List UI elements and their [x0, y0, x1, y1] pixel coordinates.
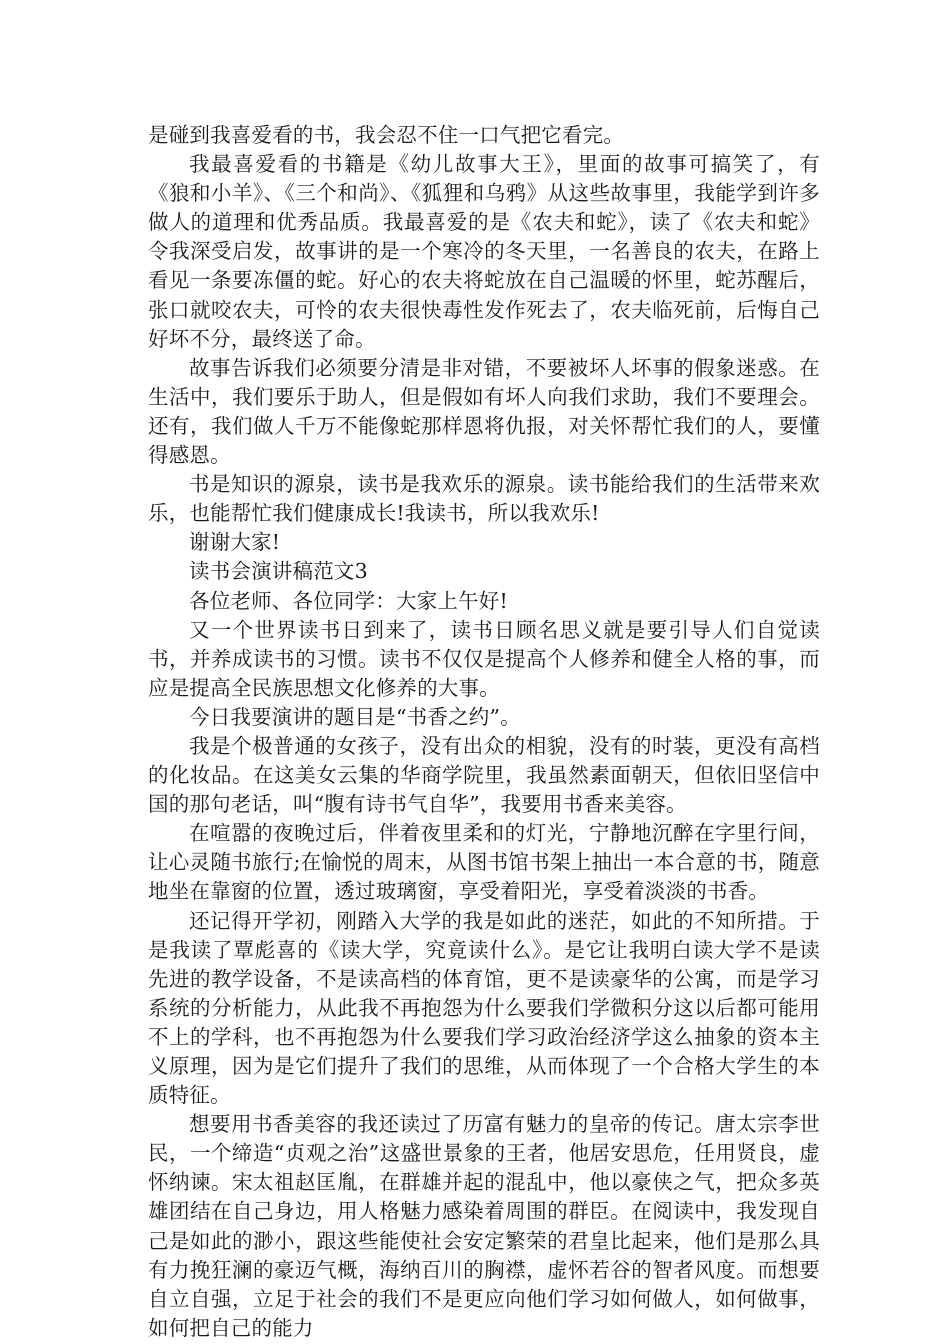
paragraph-quiet-reading: 在喧嚣的夜晚过后，伴着夜里柔和的灯光，宁静地沉醉在字里行间，让心灵随书旅行;在愉悦的周末，从图书馆书架上抽出一本合意的书，随意地坐在靠窗的位置，透过玻璃窗，享受着阳光，享受着淡淡的书香。 — [148, 821, 820, 904]
paragraph-story-lesson: 故事告诉我们必须要分清是非对错，不要被坏人坏事的假象迷惑。在生活中，我们要乐于助人，但是假如有坏人向我们求助，我们不要理会。还有，我们做人千万不能像蛇那样恩将仇报，对关怀帮忙我们的人，要懂得感恩。 — [148, 355, 820, 468]
paragraph-continuation: 是碰到我喜爱看的书，我会忍不住一口气把它看完。 — [148, 123, 625, 147]
paragraph-speech-topic: 今日我要演讲的题目是“书香之约”。 — [189, 704, 521, 729]
paragraph-reading-day: 又一个世界读书日到来了，读书日顾名思义就是要引导人们自觉读书，并养成读书的习惯。读书不仅仅是提高个人修养和健全人格的事，而应是提高全民族思想文化修养的大事。 — [148, 617, 820, 700]
paragraph-university: 还记得开学初，刚踏入大学的我是如此的迷茫，如此的不知所措。于是我读了覃彪喜的《读大学，究竟读什么》。是它让我明白读大学不是读先进的教学设备，不是读高档的体育馆，更不是读豪华的公寓，而是学习系统的分析能力，从此我不再抱怨为什么要我们学微积分这以后都可能用不上的学科，也不再抱怨为什么要我们学习政治经济学这么抽象的资本主义原理，因为是它们提升了我们的思维，从而体现了一个合格大学生的本质特征。 — [148, 908, 820, 1108]
paragraph-greeting: 各位老师、各位同学：大家上午好! — [189, 588, 508, 613]
paragraph-ordinary-girl: 我是个极普通的女孩子，没有出众的相貌，没有的时装，更没有高档的化妆品。在这美女云集的华商学院里，我虽然素面朝天，但依旧坚信中国的那句老话，叫“腹有诗书气自华”，我要用书香来美容。 — [148, 733, 820, 817]
paragraph-favorite-book: 我最喜爱看的书籍是《幼儿故事大王》，里面的故事可搞笑了，有《狼和小羊》、《三个和尚》、《狐狸和乌鸦》从这些故事里，我能学到许多做人的道理和优秀品质。我最喜爱的是《农夫和蛇》，读了《农夫和蛇》令我深受启发，故事讲的是一个寒冷的冬天里，一名善良的农夫，在路上看见一条要冻僵的蛇。好心的农夫将蛇放在自己温暖的怀里，蛇苏醒后，张口就咬农夫，可怜的农夫很快毒性发作死去了，农夫临死前，后悔自己好坏不分，最终送了命。 — [148, 152, 820, 351]
document-body — [148, 121, 820, 1343]
paragraph-thanks: 谢谢大家! — [189, 530, 281, 555]
paragraph-reading-joy: 书是知识的源泉，读书是我欢乐的源泉。读书能给我们的生活带来欢乐，也能帮忙我们健康成长!我读书，所以我欢乐! — [148, 472, 820, 526]
section-title: 读书会演讲稿范文3 — [189, 559, 368, 584]
paragraph-emperors: 想要用书香美容的我还读过了历富有魅力的皇帝的传记。唐太宗李世民，一个缔造“贞观之治”这盛世景象的王者，他居安思危，任用贤良，虚怀纳谏。宋太祖赵匡胤，在群雄并起的混乱中，他以豪侠之气，把众多英雄团结在自己身边，用人格魅力感染着周围的群臣。在阅读中，我发现自己是如此的渺小，跟这些能使社会安定繁荣的君皇比起来，他们是那么具有力挽狂澜的豪迈气概，海纳百川的胸襟，虚怀若谷的智者风度。而想要自立自强，立足于社会的我们不是更应向他们学习如何做人，如何做事，如何把自己的能力 — [148, 1112, 820, 1340]
